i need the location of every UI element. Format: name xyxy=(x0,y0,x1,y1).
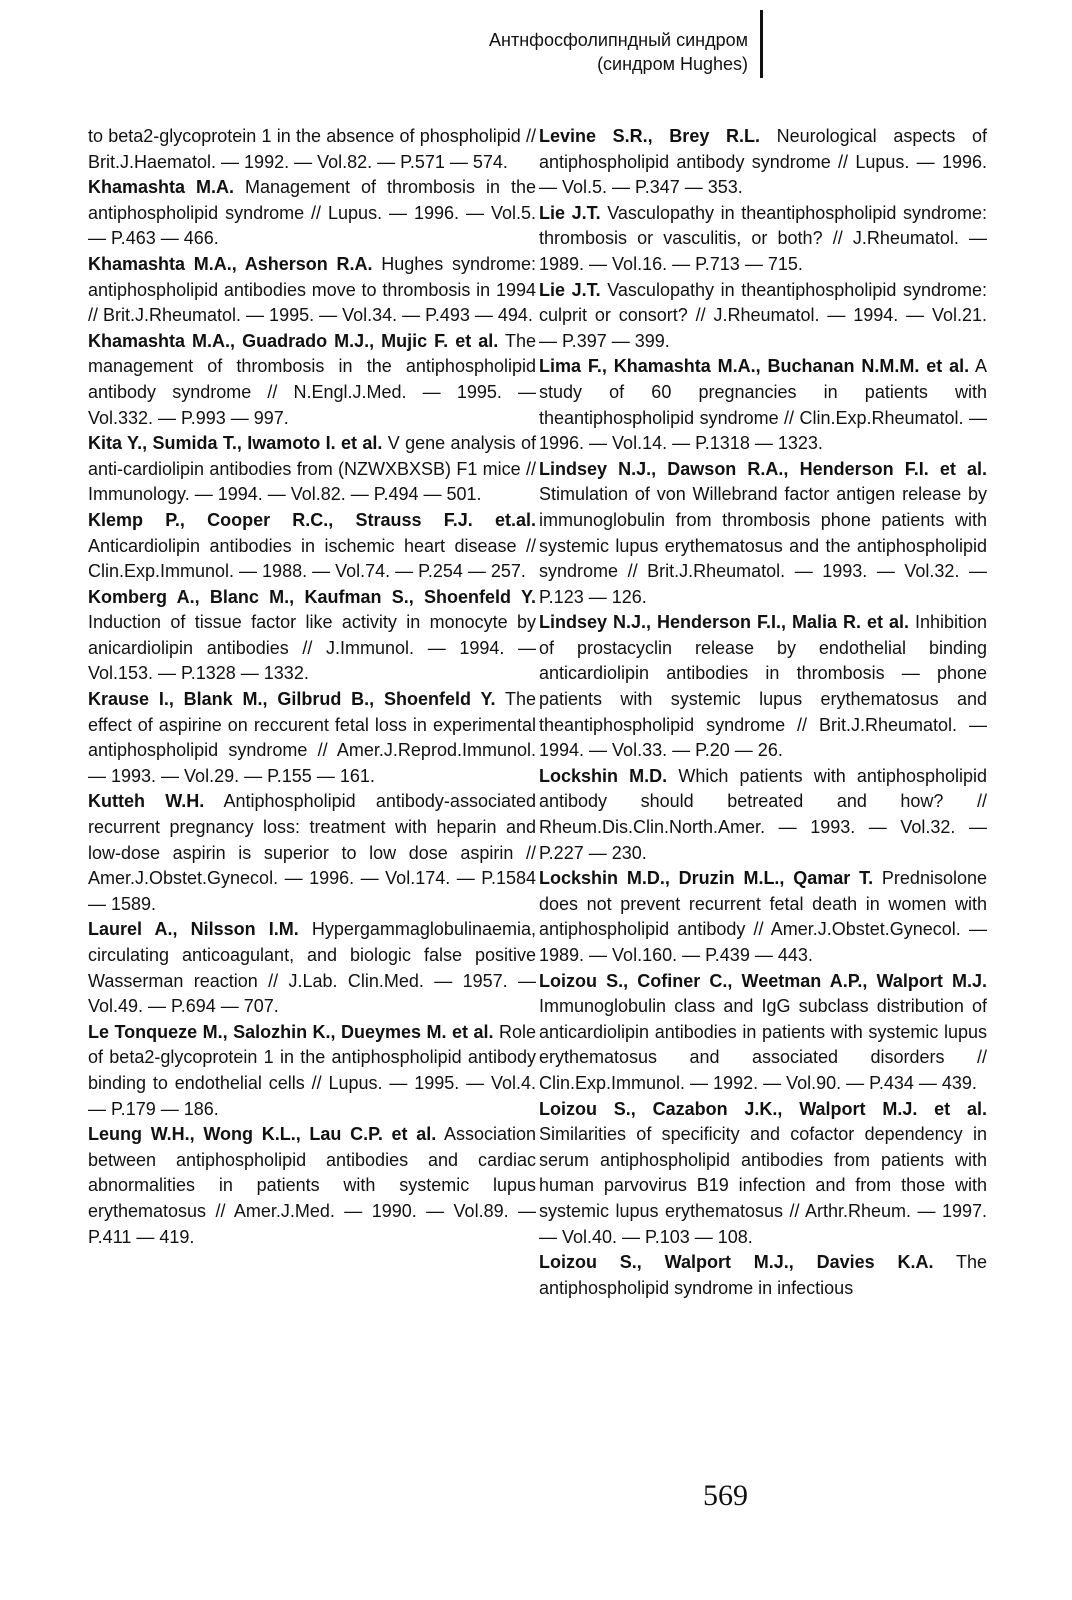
reference-authors: Kita Y., Sumida T., Iwamoto I. et al. xyxy=(88,433,383,454)
reference-authors: Lockshin M.D. xyxy=(539,765,668,786)
reference-authors: Loizou S., Walport M.J., Davies K.A. xyxy=(539,1252,934,1273)
reference-authors: Laurel A., Nilsson I.M. xyxy=(88,919,299,940)
reference-entry xyxy=(539,124,987,201)
reference-details: Management of thrombosis in the antiphospholipid syndrome // Lupus. — 1996. — Vol.5. — P.463 — 466. xyxy=(88,177,536,249)
reference-entry xyxy=(539,354,987,456)
reference-authors: Krause I., Blank M., Gilbrud B., Shoenfeld Y. xyxy=(88,689,496,710)
reference-entry xyxy=(88,329,536,431)
reference-details: Similarities of specificity and cofactor dependency in serum antiphospholipid antibodies from patients with human parvovirus B19 infection and from those with systemic lupus erythematosus // Arthr.Rheum. — 1997. — Vol.40. — P.103 — 108. xyxy=(539,1124,987,1247)
reference-details: Antiphospholipid antibody-associated recurrent pregnancy loss: treatment with heparin and low-dose aspirin is superior to low dose aspirin // Amer.J.Obstet.Gynecol. — 1996. — Vol.174. — P.1584 — 1589. xyxy=(88,791,536,914)
reference-entry xyxy=(88,917,536,1019)
reference-authors: Klemp P., Cooper R.C., Strauss F.J. et.al. xyxy=(88,509,536,530)
reference-authors: Khamashta M.A., Guadrado M.J., Mujic F. et al. xyxy=(88,330,499,351)
reference-details: Hughes syndrome: antiphospholipid antibodies move to thrombosis in 1994 // Brit.J.Rheumatol. — 1995. — Vol.34. — P.493 — 494. xyxy=(88,253,537,326)
reference-authors: Lie J.T. xyxy=(539,279,601,300)
reference-entry xyxy=(88,175,536,252)
reference-entry xyxy=(539,278,987,355)
reference-authors: Lindsey N.J., Dawson R.A., Henderson F.I. et al. xyxy=(539,458,987,479)
reference-entry xyxy=(539,866,987,968)
reference-authors: Lima F., Khamashta M.A., Buchanan N.M.M. et al. xyxy=(539,356,970,377)
reference-authors: Lockshin M.D., Druzin M.L., Qamar T. xyxy=(539,868,874,889)
reference-entry xyxy=(88,687,536,789)
references-left-column xyxy=(88,124,536,1250)
reference-entry xyxy=(88,252,536,329)
reference-details: Neurological aspects of antiphospholipid antibody syndrome // Lupus. — 1996. — Vol.5. — P.347 — 353. xyxy=(539,126,988,198)
reference-entry xyxy=(88,1020,536,1122)
reference-authors: Levine S.R., Brey R.L. xyxy=(539,126,760,146)
reference-entry xyxy=(88,1122,536,1250)
reference-details: Vasculopathy in theantiphospholipid syndrome: culprit or consort? // J.Rheumatol. — 1994. — Vol.21. — P.397 — 399. xyxy=(539,279,987,351)
header-rule xyxy=(760,10,763,78)
reference-entry xyxy=(88,789,536,917)
reference-authors: Lie J.T. xyxy=(539,202,601,223)
reference-details: The antiphospholipid syndrome in infectious xyxy=(539,1252,987,1298)
references-right-column xyxy=(539,124,987,1301)
reference-details: A study of 60 pregnancies in patients with theantiphospholipid syndrome // Clin.Exp.Rheumatol. — 1996. — Vol.14. — P.1318 — 1323. xyxy=(539,356,988,454)
reference-details: Hypergammaglobulinaemia, circulating anticoagulant, and biologic false positive Wasserman reaction // J.Lab. Clin.Med. — 1957. — Vol.49. — P.694 — 707. xyxy=(88,919,536,1017)
reference-details: The effect of aspirine on reccurent fetal loss in experimental antiphospholipid syndrome // Amer.J.Reprod.Immunol. — 1993. — Vol.29. — P.155 — 161. xyxy=(88,689,536,786)
reference-entry xyxy=(539,201,987,278)
reference-authors: Khamashta M.A., Asherson R.A. xyxy=(88,253,373,274)
reference-details: Prednisolone does not prevent recurrent fetal death in women with antiphospholipid antibody // Amer.J.Obstet.Gynecol. — 1989. — Vol.160. — P.439 — 443. xyxy=(539,868,987,965)
running-header xyxy=(430,28,748,76)
reference-details: Which patients with antiphospholipid antibody should betreated and how? // Rheum.Dis.Clin.North.Amer. — 1993. — Vol.32. — P.227 — 230. xyxy=(539,765,988,863)
page-number: 569 xyxy=(703,1479,748,1512)
reference-details: The management of thrombosis in the antiphospholipid antibody syndrome // N.Engl.J.Med. — 1995. — Vol.332. — P.993 — 997. xyxy=(88,330,536,428)
reference-entry xyxy=(88,585,536,687)
reference-details: Stimulation of von Willebrand factor antigen release by immunoglobulin from thrombosis phone patients with systemic lupus erythematosus and the antiphospholipid syndrome // Brit.J.Rheumatol. — 1993. — Vol.32. — P.123 — 126. xyxy=(539,484,987,607)
reference-entry xyxy=(539,1250,987,1301)
reference-entry xyxy=(539,457,987,611)
running-header-subtitle: (синдром Hughes) xyxy=(597,54,748,74)
reference-authors: Komberg A., Blanc M., Kaufman S., Shoenfeld Y. xyxy=(88,586,536,607)
reference-authors: Khamashta M.A. xyxy=(88,177,234,198)
reference-authors: Lindsey N.J., Henderson F.I., Malia R. et al. xyxy=(539,612,909,633)
reference-authors: Kutteh W.H. xyxy=(88,791,205,812)
reference-details: Vasculopathy in theantiphospholipid syndrome: thrombosis or vasculitis, or both? // J.Rheumatol. — 1989. — Vol.16. — P.713 — 715. xyxy=(539,202,987,274)
reference-entry xyxy=(539,1097,987,1251)
reference-authors: Loizou S., Cofiner C., Weetman A.P., Walport M.J. xyxy=(539,970,987,991)
reference-entry xyxy=(88,431,536,508)
reference-entry xyxy=(88,508,536,585)
reference-details: V gene analysis of anti-cardiolipin antibodies from (NZWXBXSB) F1 mice // Immunology. — 1994. — Vol.82. — P.494 — 501. xyxy=(88,433,536,505)
reference-entry xyxy=(539,764,987,866)
reference-authors: Loizou S., Cazabon J.K., Walport M.J. et al. xyxy=(539,1098,987,1119)
reference-details: Anticardiolipin antibodies in ischemic heart disease // Clin.Exp.Immunol. — 1988. — Vol.74. — P.254 — 257. xyxy=(88,535,536,582)
reference-details: Inhibition of prostacyclin release by endothelial binding anticardiolipin antibodies in thrombosis — phone patients with systemic lupus erythematosus and theantiphospholipid syndrome // Brit.J.Rheumatol. — 1994. — Vol.33. — P.20 — 26. xyxy=(539,612,988,761)
reference-entry xyxy=(539,610,987,764)
reference-details: Immunoglobulin class and IgG subclass distribution of anticardiolipin antibodies in patients with systemic lupus erythematosus and associated disorders // Clin.Exp.Immunol. — 1992. — Vol.90. — P.434 — 439. xyxy=(539,996,987,1093)
reference-entry xyxy=(88,124,536,175)
reference-details: Role of beta2-glycoprotein 1 in the antiphospholipid antibody binding to endothelial cells // Lupus. — 1995. — Vol.4. — P.179 — 186. xyxy=(88,1021,536,1119)
reference-details: to beta2-glycoprotein 1 in the absence of phospholipid // Brit.J.Haematol. — 1992. — Vol.82. — P.571 — 574. xyxy=(88,126,536,172)
reference-authors: Le Tonqueze M., Salozhin K., Dueymes M. et al. xyxy=(88,1021,494,1042)
reference-entry xyxy=(539,969,987,1097)
reference-details: Association between antiphospholipid antibodies and cardiac abnormalities in patients with systemic lupus erythematosus // Amer.J.Med. — 1990. — Vol.89. — P.411 — 419. xyxy=(88,1124,536,1247)
reference-authors: Leung W.H., Wong K.L., Lau C.P. et al. xyxy=(88,1124,437,1145)
running-header-title: Антнфосфолипндный синдром xyxy=(489,30,748,50)
reference-details: Induction of tissue factor like activity in monocyte by anicardiolipin antibodies // J.Immunol. — 1994. — Vol.153. — P.1328 — 1332. xyxy=(88,612,536,684)
